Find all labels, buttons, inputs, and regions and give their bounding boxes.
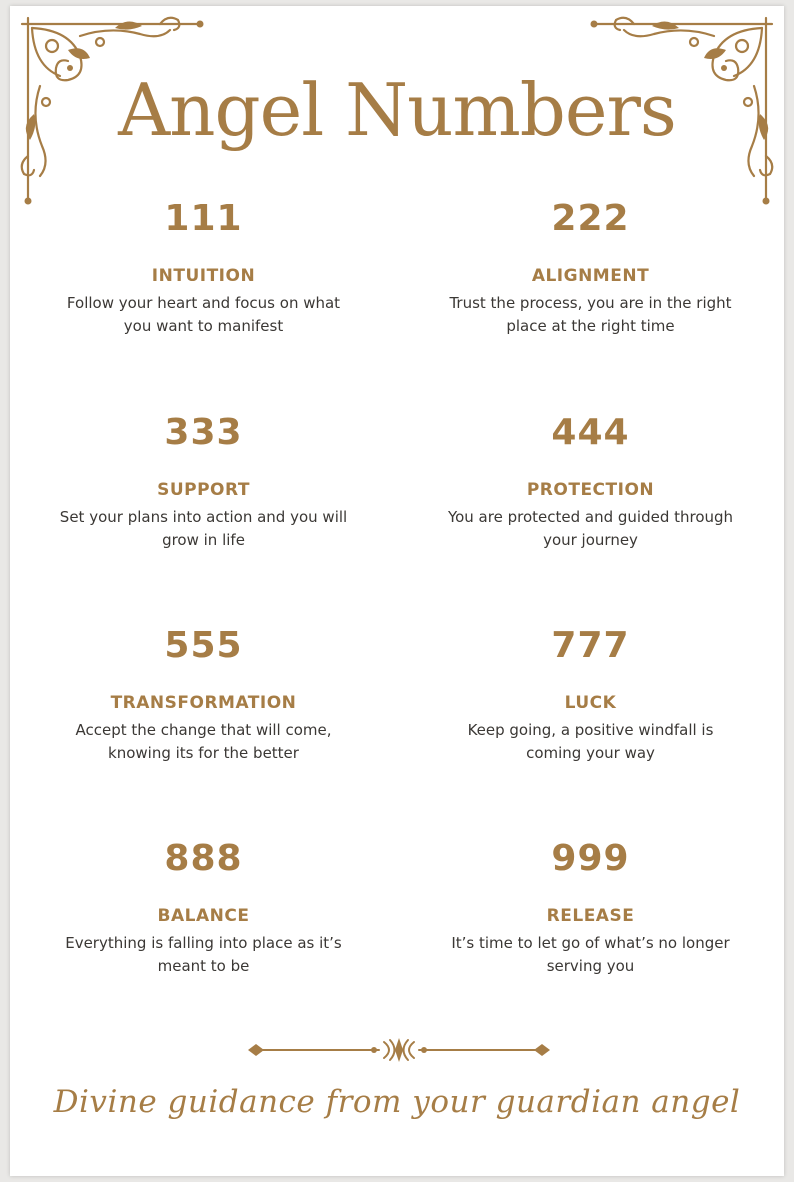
entry-heading: PROTECTION bbox=[526, 480, 655, 500]
entry-heading: RELEASE bbox=[546, 906, 635, 926]
entry-card bbox=[397, 408, 784, 552]
entry-card bbox=[10, 194, 397, 338]
entry-description: Keep going, a positive windfall is coming your way bbox=[467, 721, 714, 762]
entry-card bbox=[397, 834, 784, 978]
poster-title: Angel Numbers bbox=[118, 68, 676, 152]
angel-number: 555 bbox=[164, 625, 243, 666]
entry-description: Set your plans into action and you will grow in life bbox=[59, 508, 348, 549]
entry-heading: BALANCE bbox=[157, 906, 250, 926]
ornamental-divider-icon bbox=[244, 1036, 554, 1064]
poster bbox=[10, 6, 784, 1176]
entry-heading: LUCK bbox=[564, 693, 617, 713]
angel-number: 888 bbox=[164, 838, 243, 879]
angel-number: 111 bbox=[164, 198, 243, 239]
entry-heading: INTUITION bbox=[151, 266, 256, 286]
entry-card bbox=[10, 621, 397, 765]
entry-heading: ALIGNMENT bbox=[531, 266, 650, 286]
entry-description: It’s time to let go of what’s no longer serving you bbox=[451, 934, 730, 975]
entry-description: You are protected and guided through your journey bbox=[447, 508, 734, 549]
entry-card bbox=[397, 194, 784, 338]
angel-number: 222 bbox=[551, 198, 630, 239]
angel-number: 444 bbox=[551, 412, 630, 453]
angel-number: 777 bbox=[551, 625, 630, 666]
entry-description: Follow your heart and focus on what you want to manifest bbox=[66, 294, 341, 335]
entry-description: Accept the change that will come, knowing its for the better bbox=[75, 721, 332, 762]
entry-card bbox=[10, 834, 397, 978]
angel-number: 333 bbox=[164, 412, 243, 453]
entry-card bbox=[10, 408, 397, 552]
entry-description: Everything is falling into place as it’s meant to be bbox=[65, 934, 342, 975]
entry-description: Trust the process, you are in the right place at the right time bbox=[449, 294, 732, 335]
tagline: Divine guidance from your guardian angel bbox=[53, 1084, 741, 1120]
entry-card bbox=[397, 621, 784, 765]
entry-heading: TRANSFORMATION bbox=[110, 693, 297, 713]
entry-heading: SUPPORT bbox=[157, 480, 250, 500]
angel-number: 999 bbox=[551, 838, 630, 879]
